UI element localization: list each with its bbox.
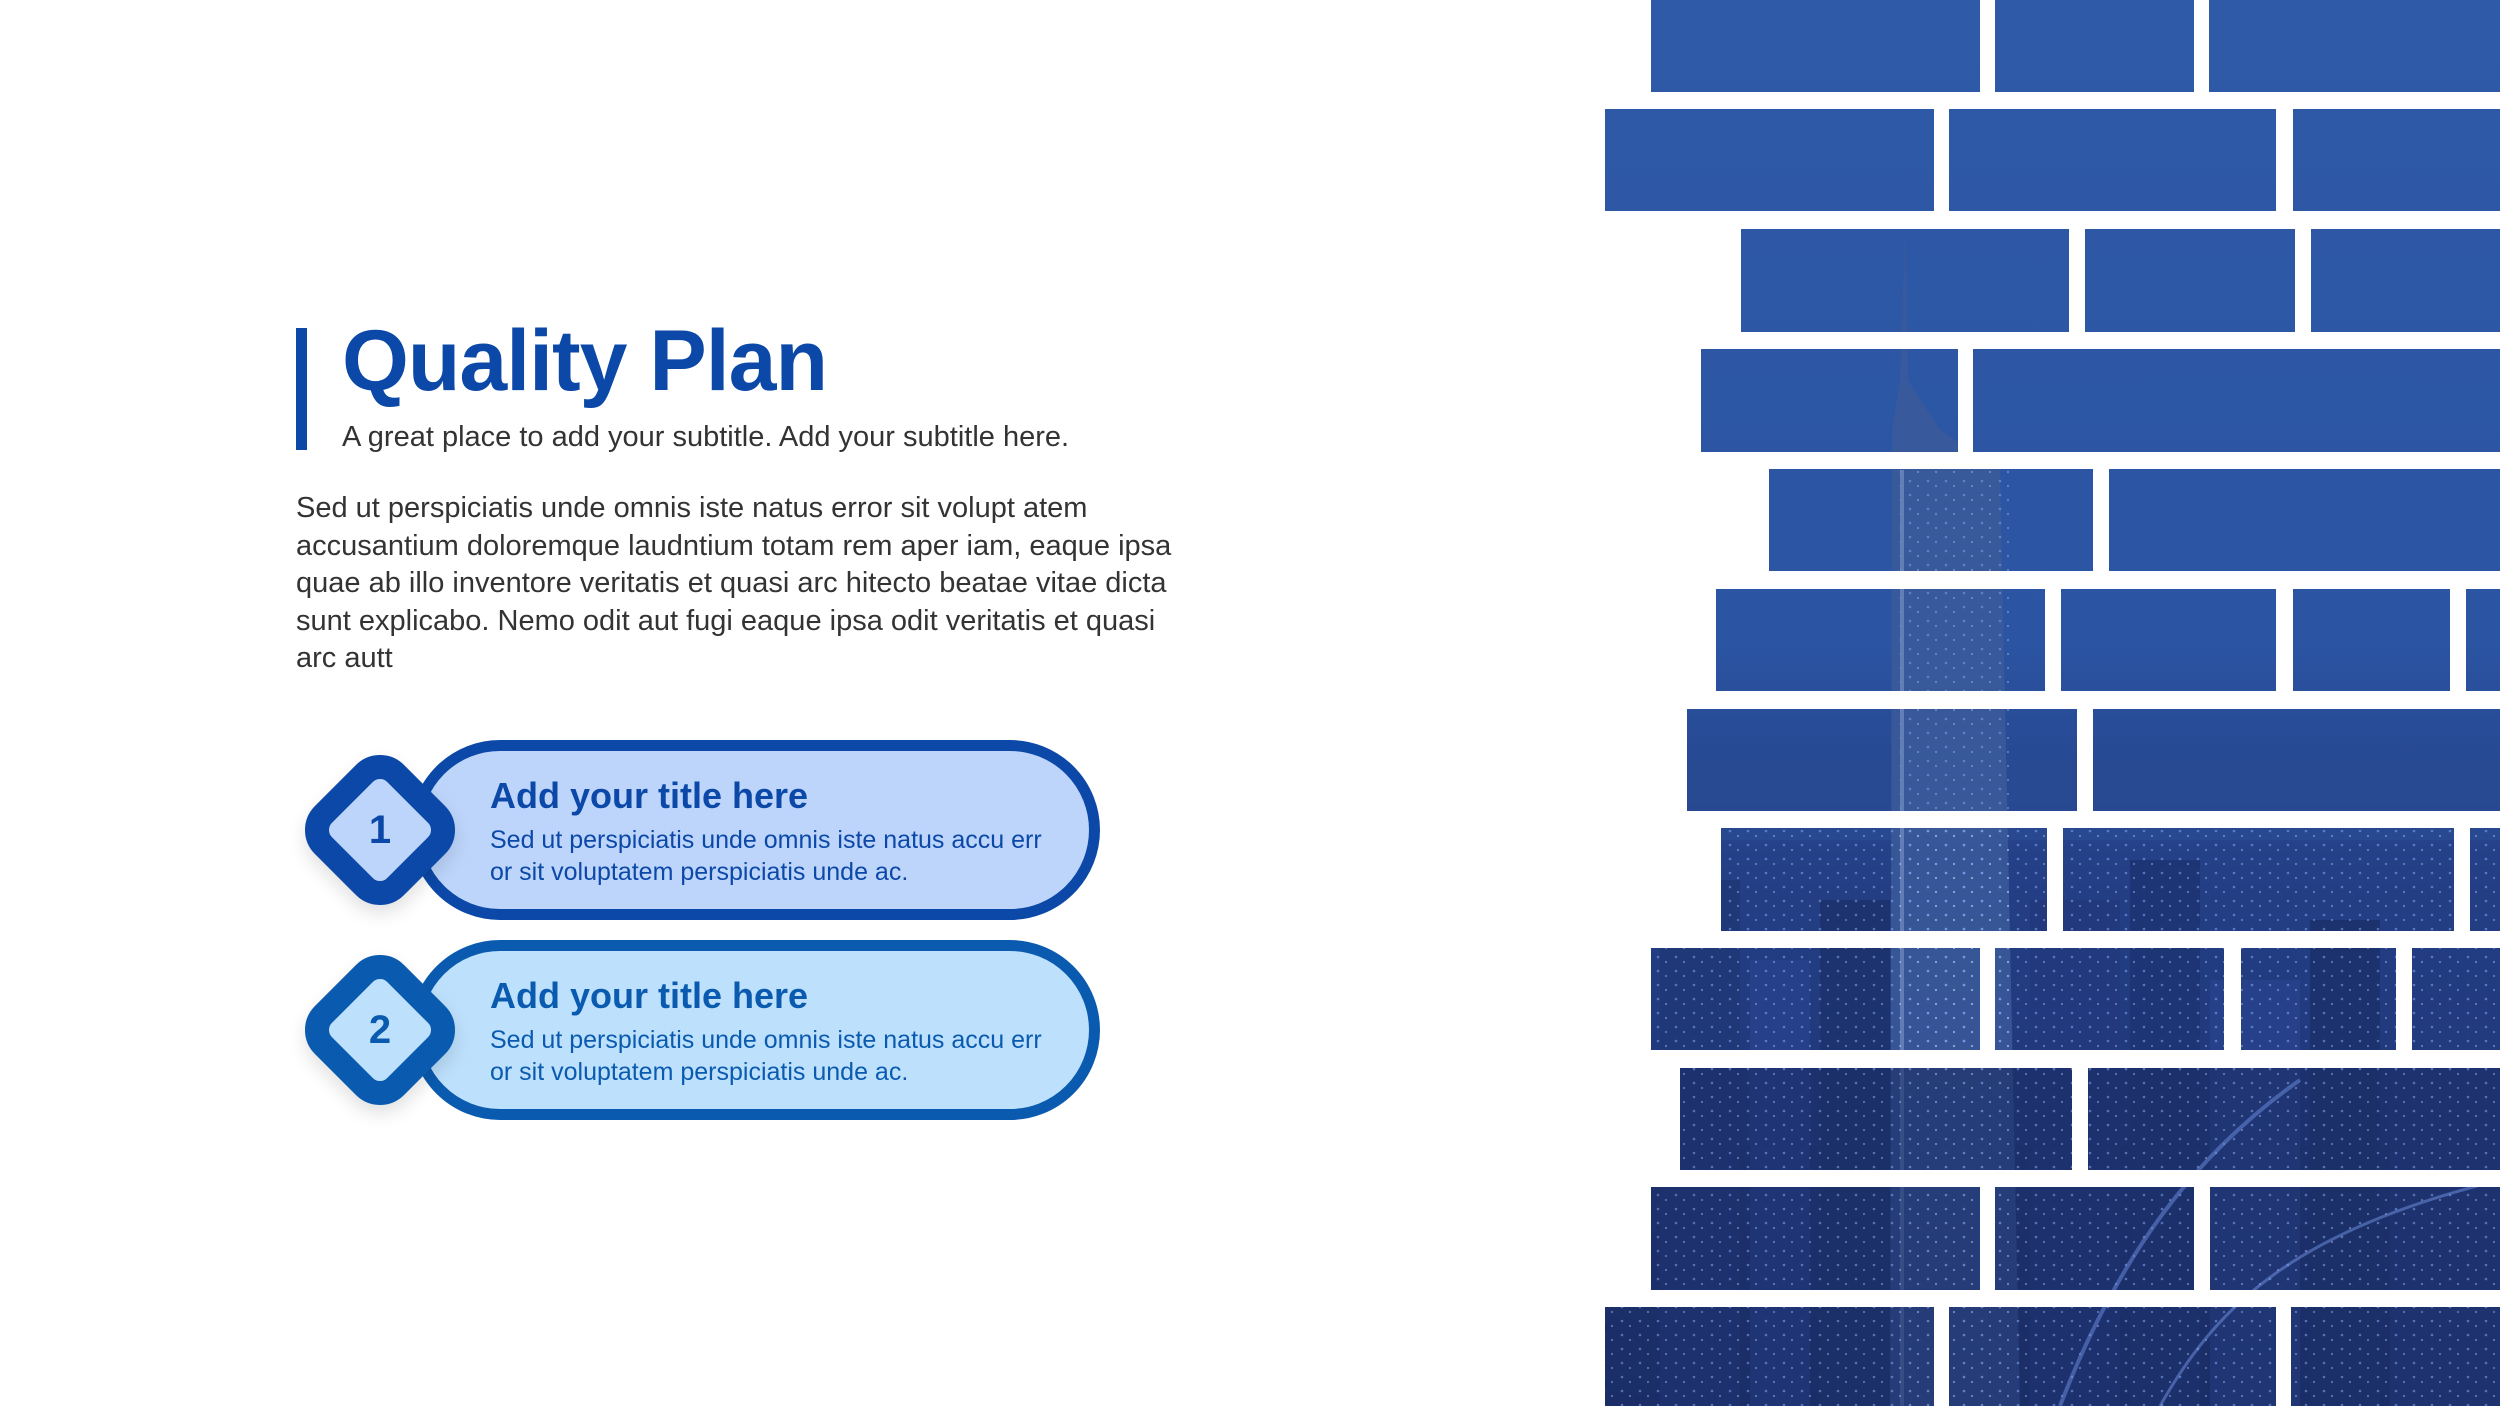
list-item-1 (290, 740, 1100, 920)
page-subtitle: A great place to add your subtitle. Add your subtitle here. (342, 421, 1070, 453)
title-accent-bar (296, 328, 307, 450)
item-description: Sed ut perspiciatis unde omnis iste natus accu err or sit voluptatem perspiciatis unde ac. (490, 826, 1042, 886)
item-number: 1 (368, 807, 392, 852)
page-title: Quality Plan (342, 313, 828, 409)
number-badge (290, 740, 470, 920)
item-number: 2 (368, 1007, 392, 1052)
item-title: Add your title here (490, 775, 809, 816)
city-skyline-mosaic-image (1600, 0, 2500, 1406)
number-badge (290, 940, 470, 1120)
item-title: Add your title here (490, 975, 809, 1016)
list-item-2 (290, 940, 1100, 1120)
item-description: Sed ut perspiciatis unde omnis iste natus accu err or sit voluptatem perspiciatis unde ac. (490, 1026, 1042, 1086)
body-paragraph: Sed ut perspiciatis unde omnis iste natus error sit volupt atem accusantium doloremque laudntium totam rem aper iam, eaque ipsa quae ab illo inventore veritatis et quasi arc hitecto beatae vitae dicta sunt explicabo. Nemo odit aut fugi eaque ipsa odit veritatis et quasi arc autt (296, 492, 1172, 674)
